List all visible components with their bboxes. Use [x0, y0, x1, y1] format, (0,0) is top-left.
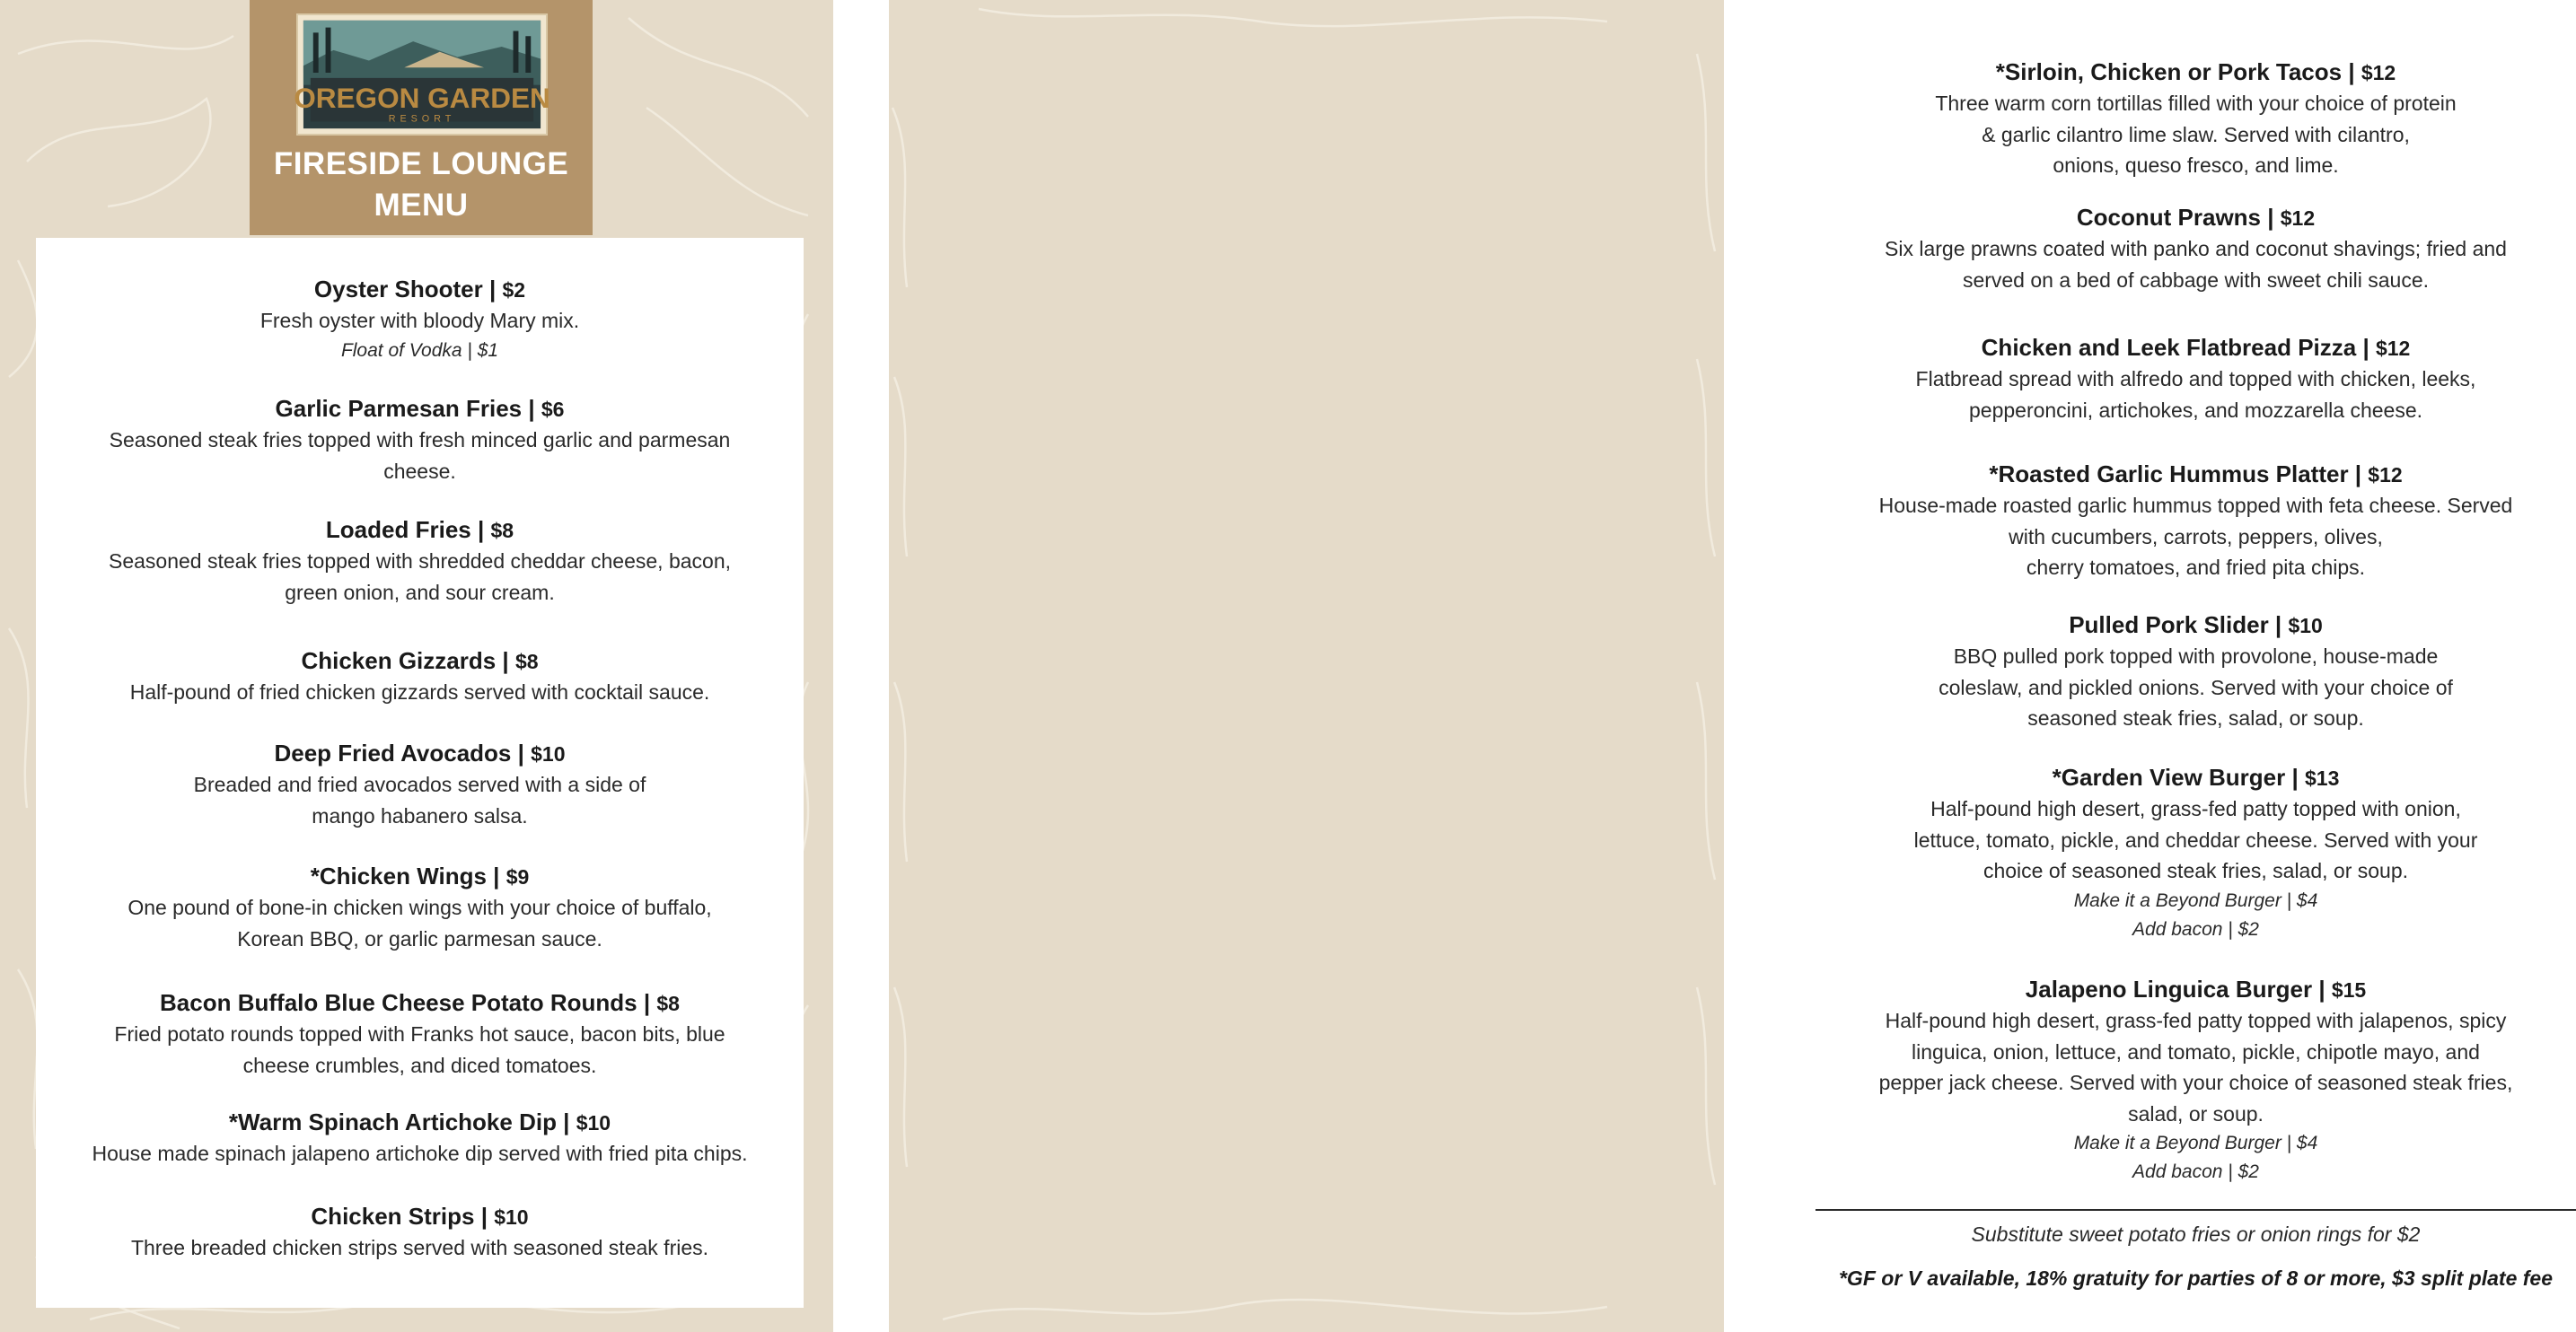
- item-name: Pulled Pork Slider: [2069, 611, 2269, 638]
- item-price: $12: [2361, 61, 2396, 84]
- item-description: Six large prawns coated with panko and coconut shavings; fried and served on a bed of cabbage with sweet chili sauce.: [1885, 237, 2507, 292]
- item-name: *Garden View Burger: [2052, 764, 2286, 791]
- item-name: Jalapeno Linguica Burger: [2025, 976, 2313, 1003]
- menu-card-right: [1816, 33, 2576, 1308]
- menu-item: Deep Fried Avocados | $10 Breaded and fried avocados served with a side of mango habanero salsa.: [36, 738, 804, 831]
- leaf-pattern-decoration: [889, 0, 1724, 1332]
- item-addon-note: Make it a Beyond Burger | $4: [2073, 1133, 2318, 1153]
- item-price: $15: [2331, 978, 2367, 1002]
- item-price: $9: [506, 865, 530, 889]
- item-name: *Sirloin, Chicken or Pork Tacos: [1995, 58, 2343, 85]
- item-description: Fresh oyster with bloody Mary mix.: [259, 309, 580, 332]
- item-description: Half-pound of fried chicken gizzards served with cocktail sauce.: [129, 680, 710, 704]
- item-name: Chicken and Leek Flatbread Pizza: [1981, 334, 2357, 361]
- svg-text:OREGON GARDEN: OREGON GARDEN: [294, 83, 550, 114]
- item-description: Half-pound high desert, grass-fed patty topped with jalapenos, spicy linguica, onion, lettuce, and tomato, pickle, chipotle mayo, and pepper jack cheese. Served with your choice of seasoned steak fries, salad, or soup.: [1878, 1009, 2513, 1126]
- policy-fine-print: *GF or V available, 18% gratuity for parties of 8 or more, $3 split plate fee: [1838, 1266, 2554, 1290]
- item-price: $12: [2280, 206, 2316, 230]
- item-addon-note: Make it a Beyond Burger | $4: [2073, 889, 2318, 911]
- header-block: [250, 0, 593, 235]
- item-name: *Roasted Garlic Hummus Platter: [1989, 460, 2349, 487]
- item-name: Chicken Strips: [311, 1203, 475, 1230]
- item-description: Three breaded chicken strips served with seasoned steak fries.: [130, 1236, 709, 1259]
- menu-title: FIRESIDE LOUNGE MENU: [273, 146, 569, 223]
- resort-logo: [296, 13, 548, 136]
- menu-item: Pulled Pork Slider | $10 BBQ pulled pork topped with provolone, house-made coleslaw, and pickled onions. Served with your choice of seasoned steak fries, salad, or soup.: [1816, 609, 2576, 734]
- menu-panel-right: [889, 0, 2554, 1332]
- menu-item: Jalapeno Linguica Burger | $15 Half-pound high desert, grass-fed patty topped with jalapenos, spicy linguica, onion, lettuce, and tomato, pickle, chipotle mayo, and pepper jack cheese. Served with your choice of seasoned steak fries, salad, or soup. Make it a Beyond Burger | $4 Add bacon | $2: [1816, 974, 2576, 1187]
- item-description: Half-pound high desert, grass-fed patty topped with onion, lettuce, tomato, pickle, and cheddar cheese. Served with your choice of seasoned steak fries, salad, or soup.: [1913, 797, 2478, 882]
- item-description: Fried potato rounds topped with Franks hot sauce, bacon bits, blue cheese crumbles, and diced tomatoes.: [114, 1022, 725, 1077]
- item-price: $2: [502, 278, 526, 302]
- menu-item: Coconut Prawns | $12 Six large prawns coated with panko and coconut shavings; fried and served on a bed of cabbage with sweet chili sauce.: [1816, 202, 2576, 295]
- item-price: $12: [2368, 463, 2403, 486]
- item-price: $10: [494, 1205, 529, 1229]
- item-price: $12: [2375, 337, 2411, 360]
- item-description: Breaded and fried avocados served with a side of mango habanero salsa.: [193, 773, 646, 828]
- item-price: $10: [2288, 614, 2323, 637]
- item-addon-note: Float of Vodka | $1: [340, 339, 499, 361]
- item-addon-note: Add bacon | $2: [2132, 918, 2259, 940]
- menu-item: *Garden View Burger | $13 Half-pound high desert, grass-fed patty topped with onion, lettuce, tomato, pickle, and cheddar cheese. Served with your choice of seasoned steak fries, salad, or soup. Make it a Beyond Burger | $4 Add bacon | $2: [1816, 762, 2576, 944]
- menu-item: Garlic Parmesan Fries | $6 Seasoned steak fries topped with fresh minced garlic and parmesan cheese.: [36, 393, 804, 486]
- item-price: $6: [541, 398, 565, 421]
- item-price: $8: [656, 992, 680, 1015]
- menu-item: Loaded Fries | $8 Seasoned steak fries topped with shredded cheddar cheese, bacon, green onion, and sour cream.: [36, 514, 804, 608]
- menu-item: Oyster Shooter | $2 Fresh oyster with bloody Mary mix. Float of Vodka | $1: [36, 274, 804, 365]
- item-description: BBQ pulled pork topped with provolone, house-made coleslaw, and pickled onions. Served with your choice of seasoned steak fries, salad, or soup.: [1939, 644, 2453, 730]
- item-description: House-made roasted garlic hummus topped with feta cheese. Served with cucumbers, carrots, peppers, olives, cherry tomatoes, and fried pita chips.: [1878, 494, 2513, 579]
- item-name: Garlic Parmesan Fries: [275, 395, 523, 422]
- item-price: $10: [531, 742, 566, 766]
- item-price: $10: [576, 1111, 611, 1135]
- item-name: Deep Fried Avocados: [274, 740, 512, 767]
- menu-item: *Warm Spinach Artichoke Dip | $10 House made spinach jalapeno artichoke dip served with fried pita chips.: [36, 1107, 804, 1170]
- item-price: $8: [490, 519, 514, 542]
- svg-text:RESORT: RESORT: [388, 113, 456, 125]
- item-name: Bacon Buffalo Blue Cheese Potato Rounds: [160, 989, 637, 1016]
- item-description: Seasoned steak fries topped with shredded cheddar cheese, bacon, green onion, and sour cream.: [108, 549, 732, 604]
- footer-divider: [1816, 1209, 2576, 1211]
- menu-item: Bacon Buffalo Blue Cheese Potato Rounds | $8 Fried potato rounds topped with Franks hot sauce, bacon bits, blue cheese crumbles, and diced tomatoes.: [36, 987, 804, 1081]
- substitution-note: Substitute sweet potato fries or onion rings for $2: [1971, 1222, 2421, 1246]
- item-name: Coconut Prawns: [2076, 204, 2262, 231]
- item-name: *Warm Spinach Artichoke Dip: [228, 1109, 557, 1135]
- item-price: $13: [2304, 767, 2340, 790]
- item-name: Oyster Shooter: [313, 276, 483, 302]
- menu-panel-left: [0, 0, 833, 1332]
- item-name: Chicken Gizzards: [301, 647, 497, 674]
- menu-item: Chicken Gizzards | $8 Half-pound of fried chicken gizzards served with cocktail sauce.: [36, 645, 804, 708]
- menu-item: *Roasted Garlic Hummus Platter | $12 House-made roasted garlic hummus topped with feta cheese. Served with cucumbers, carrots, peppers, olives, cherry tomatoes, and fried pita chips.: [1816, 459, 2576, 583]
- menu-item: *Chicken Wings | $9 One pound of bone-in chicken wings with your choice of buffalo, Korean BBQ, or garlic parmesan sauce.: [36, 861, 804, 954]
- item-description: House made spinach jalapeno artichoke dip served with fried pita chips.: [92, 1142, 748, 1165]
- menu-item: Chicken Strips | $10 Three breaded chicken strips served with seasoned steak fries.: [36, 1201, 804, 1264]
- menu-item: Chicken and Leek Flatbread Pizza | $12 Flatbread spread with alfredo and topped with chicken, leeks, pepperoncini, artichokes, and mozzarella cheese.: [1816, 332, 2576, 425]
- item-description: Seasoned steak fries topped with fresh minced garlic and parmesan cheese.: [109, 428, 731, 483]
- menu-item: *Sirloin, Chicken or Pork Tacos | $12 Three warm corn tortillas filled with your choice of protein & garlic cilantro lime slaw. Served with cilantro, onions, queso fresco, and lime.: [1816, 57, 2576, 181]
- menu-card-left: [36, 238, 804, 1308]
- item-description: Flatbread spread with alfredo and topped with chicken, leeks, pepperoncini, artichokes, and mozzarella cheese.: [1915, 367, 2476, 422]
- item-name: Loaded Fries: [325, 516, 471, 543]
- item-addon-note: Add bacon | $2: [2132, 1161, 2259, 1182]
- item-price: $8: [514, 650, 539, 673]
- item-description: Three warm corn tortillas filled with your choice of protein & garlic cilantro lime slaw. Served with cilantro, onions, queso fresco, and lime.: [1935, 92, 2457, 177]
- item-description: One pound of bone-in chicken wings with your choice of buffalo, Korean BBQ, or garlic parmesan sauce.: [127, 896, 712, 951]
- item-name: *Chicken Wings: [310, 863, 487, 889]
